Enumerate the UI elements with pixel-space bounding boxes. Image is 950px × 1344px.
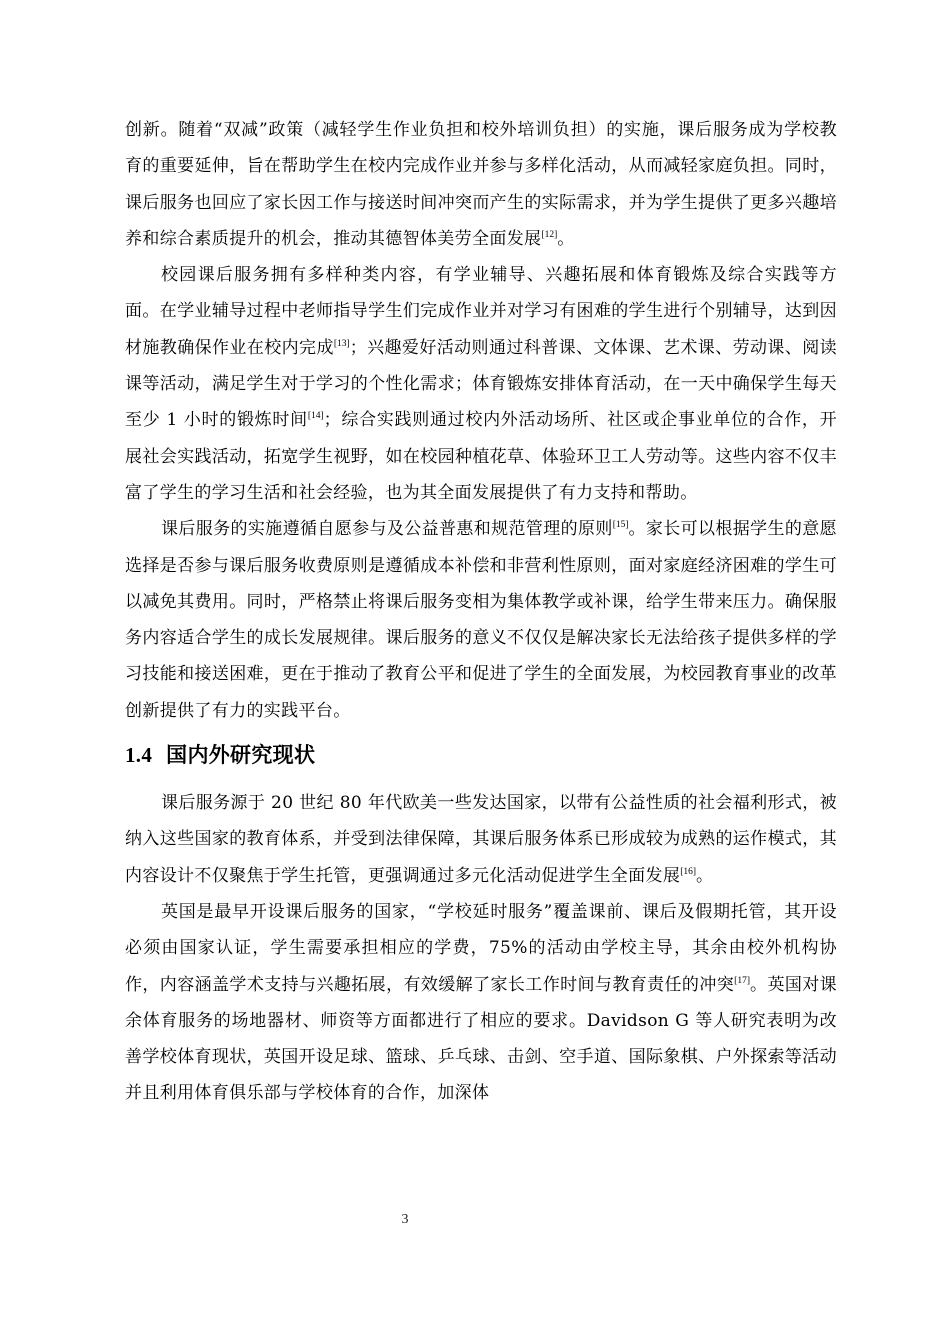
paragraph-origin [125, 785, 837, 894]
paragraph-text: ；综合实践则通过校内外活动场所、社区或企事业单位的合作，开展社会实践活动，拓宽学生视野，如在校园种植花草、体验环卫工人劳动等。这些内容不仅丰富了学生的学习生活和社会经验，也为其全面发展提供了有力支持和帮助。 [125, 410, 837, 503]
paragraph-text: 课后服务的实施遵循自愿参与及公益普惠和规范管理的原则 [161, 519, 613, 540]
paragraph-text: 课后服务源于 20 世纪 80 年代欧美一些发达国家，以带有公益性质的社会福利形式，被纳入这些国家的教育体系，并受到法律保障，其课后服务体系已形成较为成熟的运作模式，其内容设计不仅聚焦于学生托管，更强调通过多元化活动促进学生全面发展 [125, 793, 837, 886]
section-title: 国内外研究现状 [166, 743, 316, 768]
paragraph-text: 校园课后服务拥有多样种类内容，有学业辅导、兴趣拓展和体育锻炼及综合实践等方面。在学业辅导过程中老师指导学生们完成作业并对学习有困难的学生进行个别辅导，达到因材施教确保作业在校内完成 [125, 265, 837, 358]
paragraph-service-content [125, 257, 837, 511]
section-heading [125, 735, 837, 775]
paragraph-text: 。英国对课余体育服务的场地器材、师资等方面都进行了相应的要求。Davidson G 等人研究表明为改善学校体育现状，英国开设足球、篮球、乒乓球、击剑、空手道、国际象棋、户外探索等活动并且利用体育俱乐部与学校体育的合作，加深体 [125, 974, 838, 1104]
paragraph-text: 创新。随着“双减”政策（减轻学生作业负担和校外培训负担）的实施，课后服务成为学校教育的重要延伸，旨在帮助学生在校内完成作业并参与多样化活动，从而减轻家庭负担。同时，课后服务也回应了家长因工作与接送时间冲突而产生的实际需求，并为学生提供了更多兴趣培养和综合素质提升的机会，推动其德智体美劳全面发展 [125, 120, 837, 249]
paragraph-text: 。 [557, 228, 575, 249]
citation-ref: [16] [680, 866, 697, 877]
citation-ref: [13] [333, 338, 350, 349]
paragraph-text: 。家长可以根据学生的意愿选择是否参与课后服务收费原则是遵循成本补偿和非营利性原则，面对家庭经济困难的学生可以减免其费用。同时，严格禁止将课后服务变相为集体教学或补课，给学生带来压力。确保服务内容适合学生的成长发展规律。课后服务的意义不仅仅是解决家长无法给孩子提供多样的学习技能和接送困难，更在于推动了教育公平和促进了学生的全面发展，为校园教育事业的改革创新提供了有力的实践平台。 [125, 519, 837, 721]
section-number: 1.4 [125, 743, 153, 768]
paragraph-continued [125, 112, 837, 257]
paragraph-text: 英国是最早开设课后服务的国家，“学校延时服务”覆盖课前、课后及假期托管，其开设必须由国家认证，学生需要承担相应的学费，75%的活动由学校主导，其余由校外机构协作，内容涵盖学术支持与兴趣拓展，有效缓解了家长工作时间与教育责任的冲突 [125, 901, 837, 995]
page-number: 3 [401, 1212, 409, 1227]
citation-ref: [14] [307, 411, 324, 422]
citation-ref: [15] [612, 520, 629, 531]
document-page [125, 112, 837, 1112]
citation-ref: [17] [734, 975, 750, 986]
citation-ref: [12] [541, 229, 558, 240]
paragraph-text: 。 [696, 865, 714, 886]
paragraph-text: ；兴趣爱好活动则通过科普课、文体课、艺术课、劳动课、阅读课等活动，满足学生对于学习的个性化需求；体育锻炼安排体育活动，在一天中确保学生每天至少 1 小时的锻炼时间 [125, 337, 837, 431]
paragraph-uk [125, 894, 837, 1112]
paragraph-service-principles [125, 511, 837, 729]
